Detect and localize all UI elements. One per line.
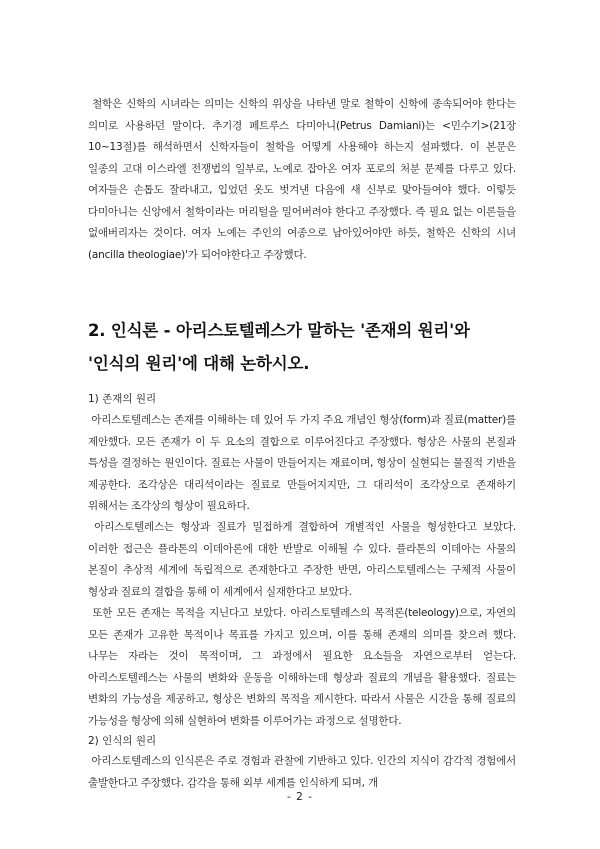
paragraph-3: 또한 모든 존재는 목적을 지닌다고 보았다. 아리스토텔레스의 목적론(teleology)으로, 자연의 모든 존재가 고유한 목적이나 목표를 가지고 있으며, 이를 통해 존재의 의미를 찾으려 했다. 나무는 자라는 것이 목적이며, 그 과정에서 필요한 요소들을 자연으로부터 얻는다. 아리스토텔레스는 사물의 변화와 운동을 이해하는데 형상과 질료의 개념을 활용했다. 질료는 변화의 가능성을 제공하고, 형상은 변화의 목적을 제시한다. 따라서 사물은 시간을 통해 질료의 가능성을 형상에 의해 실현하여 변화를 이루어가는 과정으로 설명한다. xyxy=(88,607,516,727)
intro-paragraph: 철학은 신학의 시녀라는 의미는 신학의 위상을 나타낸 말로 철학이 신학에 종속되어야 한다는 의미로 사용하던 말이다. 추기경 페트루스 다미아니(Petrus Damiani)는 <민수기>(21장 10~13절)를 해석하면서 신학자들이 철학을 어떻게 사용해야 하는지 설파했다. 이 본문은 일종의 고대 이스라엘 전쟁법의 일부로, 노예로 잡아온 여자 포로의 처분 문제를 다루고 있다. 여자들은 손톱도 잘라내고, 입었던 옷도 벗겨낸 다음에 새 신부로 맞아들여야 했다. 이렇듯 다미아니는 신앙에서 철학이라는 머리털을 밀어버려야 한다고 주장했다. 즉 필요 없는 이론들을 없애버리자는 것이다. 여자 노예는 주인의 여종으로 남아있어야만 하듯, 철학은 신학의 시녀(ancilla theologiae)'가 되어야한다고 주장했다. xyxy=(88,98,516,261)
subsection-title-2: 2) 인식의 원리 xyxy=(88,735,157,747)
paragraph-4: 아리스토텔레스의 인식론은 주로 경험과 관찰에 기반하고 있다. 인간의 지식이 감각적 경험에서 출발한다고 주장했다. 감각을 통해 외부 세계를 인식하게 되며, 개 xyxy=(88,755,516,789)
section-heading: 2. 인식론 - 아리스토텔레스가 말하는 '존재의 원리'와 '인식의 원리'에 대해 논하시오. xyxy=(88,321,470,373)
subsection-title-1: 1) 존재의 원리 xyxy=(88,393,157,405)
page-number: - 2 - xyxy=(287,791,313,803)
paragraph-1: 아리스토텔레스는 존재를 이해하는 데 있어 두 가지 주요 개념인 형상(form)과 질료(matter)를 제안했다. 모든 존재가 이 두 요소의 결합으로 이루어진다고 주장했다. 형상은 사물의 본질과 특성을 결정하는 원인이다. 질료는 사물이 만들어지는 재료이며, 형상이 실현되는 물질적 기반을 제공한다. 조각상은 대리석이라는 질료로 만들어지지만, 그 대리석이 조각상으로 존재하기 위해서는 조각상의 형상이 필요하다. xyxy=(88,414,516,512)
paragraph-2: 아리스토텔레스는 형상과 질료가 밀접하게 결합하여 개별적인 사물을 형성한다고 보았다. 이러한 접근은 플라톤의 이데아론에 대한 반발로 이해될 수 있다. 플라톤의 이데아는 사물의 본질이 추상적 세계에 독립적으로 존재한다고 주장한 반면, 아리스토텔레스는 구체적 사물이 형상과 질료의 결합을 통해 이 세계에서 실재한다고 보았다. xyxy=(88,521,516,598)
